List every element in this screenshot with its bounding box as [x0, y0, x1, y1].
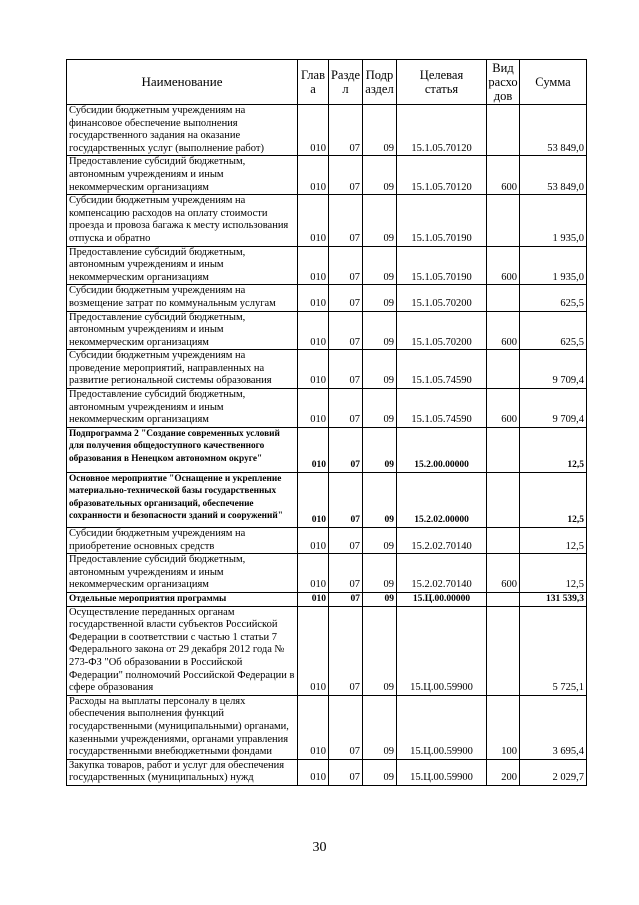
- row-name: [67, 592, 298, 606]
- row-statia: 15.2.02.70140: [397, 554, 487, 593]
- row-glava: 010: [298, 528, 329, 554]
- row-razdel: 07: [329, 554, 363, 593]
- row-name-line: Расходы на выплаты персоналу в целях: [69, 695, 246, 707]
- row-name-line: образования в Ненецком автономном округе": [69, 454, 263, 465]
- row-summa: 1 935,0: [520, 246, 587, 285]
- row-summa: 3 695,4: [520, 695, 587, 759]
- row-vid: 600: [487, 554, 520, 593]
- header-name: Наименование: [67, 60, 298, 105]
- row-podrazdel: 09: [363, 592, 397, 606]
- row-podrazdel: 09: [363, 195, 397, 246]
- row-glava: 010: [298, 246, 329, 285]
- row-name-line: Предоставление субсидий бюджетным,: [69, 311, 246, 323]
- row-razdel: 07: [329, 195, 363, 246]
- row-razdel: 07: [329, 695, 363, 759]
- row-vid: 600: [487, 311, 520, 350]
- row-statia: 15.1.05.70200: [397, 311, 487, 350]
- table-row: [67, 695, 587, 759]
- header-statia-line: статья: [424, 82, 459, 96]
- budget-table: [66, 59, 587, 786]
- row-summa: 12,5: [520, 472, 587, 527]
- row-glava: 010: [298, 105, 329, 156]
- row-name-line: Субсидии бюджетным учреждениям на: [69, 105, 246, 116]
- row-name-line: Предоставление субсидий бюджетным,: [69, 389, 246, 401]
- row-podrazdel: 09: [363, 311, 397, 350]
- row-vid: 100: [487, 695, 520, 759]
- row-summa: 625,5: [520, 285, 587, 311]
- table-row: [67, 105, 587, 156]
- row-name-line: автономным учреждениям и иным: [69, 259, 224, 271]
- row-vid: [487, 606, 520, 695]
- row-podrazdel: 09: [363, 246, 397, 285]
- row-name-line: автономным учреждениям и иным: [69, 168, 224, 180]
- row-razdel: 07: [329, 759, 363, 785]
- table-row: [67, 472, 587, 527]
- row-name-line: Предоставление субсидий бюджетным,: [69, 554, 246, 566]
- row-glava: 010: [298, 156, 329, 195]
- row-summa: 9 709,4: [520, 389, 587, 428]
- table-row: [67, 195, 587, 246]
- row-name: [67, 472, 298, 527]
- table-row: [67, 759, 587, 785]
- header-glava-line: Глав: [301, 68, 325, 82]
- row-statia: 15.1.05.74590: [397, 350, 487, 389]
- row-name-line: Федерации" полномочий Российской Федерации в: [69, 669, 295, 681]
- row-name: [67, 285, 298, 311]
- row-razdel: 07: [329, 350, 363, 389]
- row-name-line: Федерации в соответствии с частью 1 статьи 7: [69, 631, 277, 643]
- row-vid: 600: [487, 156, 520, 195]
- row-name-line: Субсидии бюджетным учреждениям на: [69, 350, 246, 362]
- row-vid: [487, 528, 520, 554]
- row-name-line: развитие региональной системы образования: [69, 375, 272, 387]
- row-podrazdel: 09: [363, 695, 397, 759]
- row-vid: [487, 350, 520, 389]
- row-name-line: автономным учреждениям и иным: [69, 401, 224, 413]
- table-row: [67, 554, 587, 593]
- header-razdel: [329, 60, 363, 105]
- table-row: [67, 528, 587, 554]
- header-vid-line: дов: [493, 89, 513, 103]
- row-name-line: Предоставление субсидий бюджетным,: [69, 246, 246, 258]
- row-summa: 2 029,7: [520, 759, 587, 785]
- row-name-line: Субсидии бюджетным учреждениям на: [69, 285, 246, 297]
- row-name-line: обеспечения выполнения функций: [69, 708, 225, 720]
- row-glava: 010: [298, 759, 329, 785]
- row-glava: 010: [298, 606, 329, 695]
- row-razdel: 07: [329, 156, 363, 195]
- header-podrazdel-line: Подр: [365, 68, 394, 82]
- row-vid: [487, 105, 520, 156]
- row-name-line: Осуществление переданных органам: [69, 606, 235, 618]
- row-name-line: некоммерческим организациям: [69, 181, 209, 193]
- row-name-line: сфере образования: [69, 682, 154, 694]
- header-razdel-line: Разде: [330, 68, 361, 82]
- row-razdel: 07: [329, 105, 363, 156]
- row-glava: 010: [298, 592, 329, 606]
- table-row: [67, 156, 587, 195]
- row-summa: 53 849,0: [520, 156, 587, 195]
- row-name-line: Федерального закона от 29 декабря 2012 года №: [69, 644, 285, 656]
- row-statia: 15.1.05.74590: [397, 389, 487, 428]
- row-name: [67, 105, 298, 156]
- row-name: [67, 554, 298, 593]
- row-name-line: Подпрограмма 2 "Создание современных условий: [69, 428, 280, 439]
- row-vid: 200: [487, 759, 520, 785]
- header-statia-line: Целевая: [419, 68, 464, 82]
- header-glava-line: а: [310, 82, 316, 96]
- row-summa: 12,5: [520, 427, 587, 472]
- row-vid: 600: [487, 246, 520, 285]
- row-name-line: сохранности и безопасности зданий и сооружений": [69, 511, 283, 522]
- row-podrazdel: 09: [363, 472, 397, 527]
- row-podrazdel: 09: [363, 759, 397, 785]
- row-statia: 15.2.00.00000: [397, 427, 487, 472]
- row-podrazdel: 09: [363, 389, 397, 428]
- row-summa: 5 725,1: [520, 606, 587, 695]
- row-name: [67, 389, 298, 428]
- row-name-line: государственных (муниципальных) нужд: [69, 772, 254, 784]
- row-name-line: 273-ФЗ "Об образовании в Российской: [69, 656, 243, 668]
- row-summa: 625,5: [520, 311, 587, 350]
- row-statia: 15.Ц.00.00000: [397, 592, 487, 606]
- row-vid: 600: [487, 389, 520, 428]
- row-vid: [487, 285, 520, 311]
- row-name-line: возмещение затрат по коммунальным услугам: [69, 297, 276, 309]
- table-row: [67, 427, 587, 472]
- row-glava: 010: [298, 554, 329, 593]
- row-name-line: материально-технической базы государственных: [69, 486, 277, 497]
- row-statia: 15.1.05.70200: [397, 285, 487, 311]
- row-razdel: 07: [329, 472, 363, 527]
- row-razdel: 07: [329, 606, 363, 695]
- row-name-line: Субсидии бюджетным учреждениям на: [69, 528, 246, 539]
- row-podrazdel: 09: [363, 105, 397, 156]
- row-name: [67, 759, 298, 785]
- row-glava: 010: [298, 195, 329, 246]
- row-name: [67, 606, 298, 695]
- row-statia: 15.1.05.70120: [397, 156, 487, 195]
- row-vid: [487, 427, 520, 472]
- row-summa: 9 709,4: [520, 350, 587, 389]
- row-summa: 1 935,0: [520, 195, 587, 246]
- row-name: [67, 195, 298, 246]
- row-name: [67, 427, 298, 472]
- header-vid-line: Вид: [492, 61, 514, 75]
- row-glava: 010: [298, 285, 329, 311]
- row-name-line: Закупка товаров, работ и услуг для обеспечения: [69, 759, 285, 771]
- row-podrazdel: 09: [363, 427, 397, 472]
- row-glava: 010: [298, 350, 329, 389]
- row-name-line: Предоставление субсидий бюджетным,: [69, 156, 246, 168]
- row-name: [67, 528, 298, 554]
- row-name: [67, 156, 298, 195]
- header-summa: Сумма: [520, 60, 587, 105]
- row-name: [67, 246, 298, 285]
- row-podrazdel: 09: [363, 156, 397, 195]
- row-razdel: 07: [329, 285, 363, 311]
- row-glava: 010: [298, 389, 329, 428]
- table-row: [67, 311, 587, 350]
- row-name-line: отпуска и обратно: [69, 232, 151, 244]
- row-glava: 010: [298, 472, 329, 527]
- header-podrazdel-line: аздел: [365, 82, 394, 96]
- row-name-line: государственной власти субъектов Российской: [69, 619, 278, 631]
- row-summa: 53 849,0: [520, 105, 587, 156]
- row-name-line: приобретение основных средств: [69, 540, 215, 552]
- row-podrazdel: 09: [363, 350, 397, 389]
- row-podrazdel: 09: [363, 528, 397, 554]
- row-razdel: 07: [329, 246, 363, 285]
- row-statia: 15.1.05.70120: [397, 105, 487, 156]
- row-name-line: государственного задания на оказание: [69, 130, 241, 142]
- header-row: [67, 60, 587, 105]
- row-name-line: финансовое обеспечение выполнения: [69, 117, 238, 129]
- row-name-line: Субсидии бюджетным учреждениям на: [69, 195, 246, 207]
- row-podrazdel: 09: [363, 285, 397, 311]
- row-podrazdel: 09: [363, 554, 397, 593]
- row-name-line: некоммерческим организациям: [69, 579, 209, 591]
- row-razdel: 07: [329, 528, 363, 554]
- row-name-line: проведение мероприятий, направленных на: [69, 362, 265, 374]
- row-vid: [487, 195, 520, 246]
- row-glava: 010: [298, 695, 329, 759]
- table-row: [67, 592, 587, 606]
- table-body: [67, 105, 587, 786]
- row-name-line: некоммерческим организациям: [69, 414, 209, 426]
- row-statia: 15.1.05.70190: [397, 246, 487, 285]
- row-razdel: 07: [329, 592, 363, 606]
- header-vid: [487, 60, 520, 105]
- row-name-line: компенсацию расходов на оплату стоимости: [69, 207, 268, 219]
- row-summa: 12,5: [520, 528, 587, 554]
- row-glava: 010: [298, 427, 329, 472]
- row-name-line: государственных услуг (выполнение работ): [69, 142, 264, 154]
- row-name-line: государственными внебюджетными фондами: [69, 746, 273, 758]
- page-number: 30: [312, 840, 327, 855]
- row-podrazdel: 09: [363, 606, 397, 695]
- row-statia: 15.1.05.70190: [397, 195, 487, 246]
- row-statia: 15.2.02.70140: [397, 528, 487, 554]
- row-name: [67, 350, 298, 389]
- row-summa: 131 539,3: [520, 592, 587, 606]
- row-statia: 15.2.02.00000: [397, 472, 487, 527]
- table-row: [67, 246, 587, 285]
- row-name-line: автономным учреждениям и иным: [69, 566, 224, 578]
- table-row: [67, 606, 587, 695]
- row-name-line: казенными учреждениями, органами управления: [69, 733, 289, 745]
- header-vid-line: расхо: [488, 75, 518, 89]
- row-vid: [487, 472, 520, 527]
- table-row: [67, 285, 587, 311]
- row-name: [67, 311, 298, 350]
- table-row: [67, 389, 587, 428]
- row-statia: 15.Ц.00.59900: [397, 695, 487, 759]
- header-glava: [298, 60, 329, 105]
- row-name-line: проезда и провоза багажа к месту использования: [69, 220, 289, 232]
- row-name-line: Основное мероприятие "Оснащение и укрепление: [69, 473, 282, 484]
- row-summa: 12,5: [520, 554, 587, 593]
- row-name-line: Отдельные мероприятия программы: [69, 593, 227, 604]
- row-name: [67, 695, 298, 759]
- row-statia: 15.Ц.00.59900: [397, 759, 487, 785]
- header-statia: [397, 60, 487, 105]
- table-row: [67, 350, 587, 389]
- row-name-line: некоммерческим организациям: [69, 336, 209, 348]
- row-glava: 010: [298, 311, 329, 350]
- row-razdel: 07: [329, 311, 363, 350]
- header-podrazdel: [363, 60, 397, 105]
- row-name-line: государственными (муниципальными) органами,: [69, 720, 289, 732]
- row-name-line: некоммерческим организациям: [69, 271, 209, 283]
- row-name-line: образовательных организаций, обеспечение: [69, 498, 254, 509]
- row-vid: [487, 592, 520, 606]
- row-name-line: для получения общедоступного качественного: [69, 441, 265, 452]
- row-statia: 15.Ц.00.59900: [397, 606, 487, 695]
- row-razdel: 07: [329, 389, 363, 428]
- row-razdel: 07: [329, 427, 363, 472]
- header-razdel-line: л: [342, 82, 349, 96]
- row-name-line: автономным учреждениям и иным: [69, 324, 224, 336]
